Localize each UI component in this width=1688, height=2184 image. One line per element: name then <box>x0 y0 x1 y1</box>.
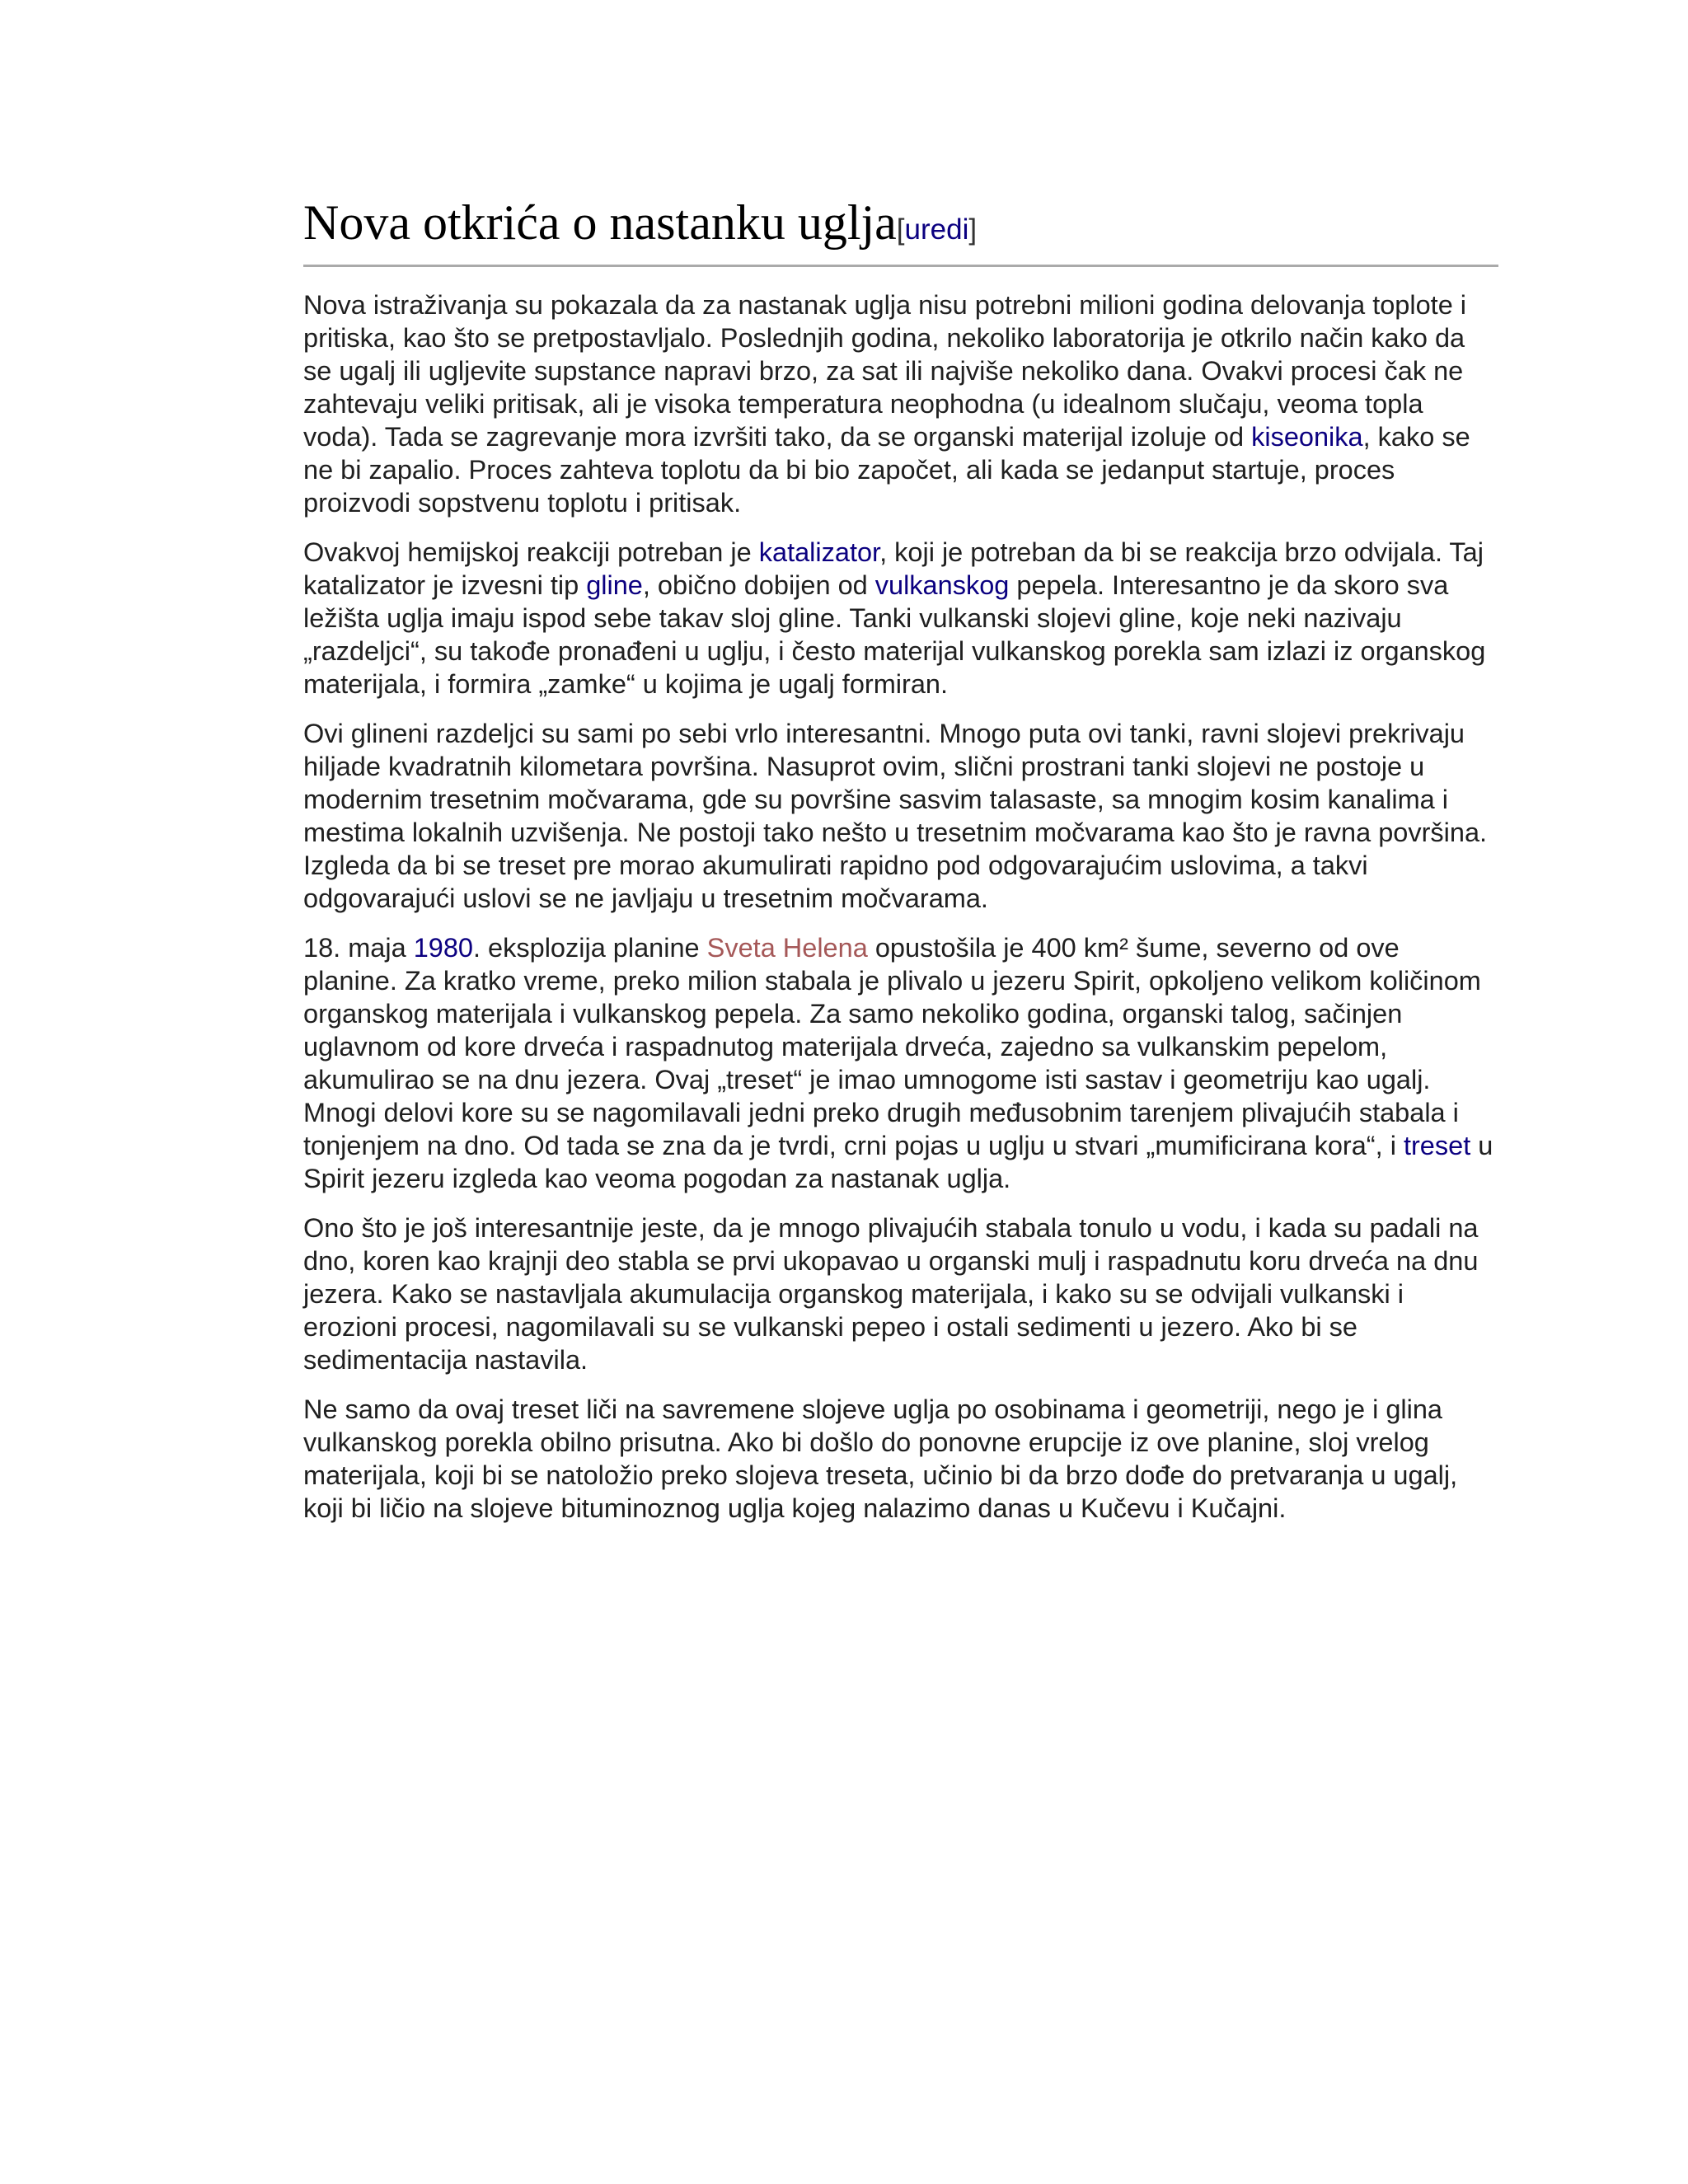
paragraph-text: opustošila je 400 km² šume, severno od ove planine. Za kratko vreme, preko milion stabala je plivalo u jezeru Spirit, opkoljeno velikom količinom organskog materijala i vulkanskog pepela. Za samo nekoliko godina, organski talog, sačinjen uglavnom od kore drveća i raspadnutog materijala drveća, zajedno sa vulkanskim pepelom, akumulirao se na dnu jezera. Ovaj „treset“ je imao umnogome isti sastav i geometriju kao ugalj. Mnogi delovi kore su se nagomilavali jedni preko drugih međusobnim tarenjem plivajućih stabala i tonjenjem na dno. Od tada se zna da je tvrdi, crni pojas u uglju u stvari „mumificirana kora“, i <box>303 933 1481 1160</box>
paragraph-text: pepela. Interesantno je da skoro sva ležišta uglja imaju ispod sebe takav sloj gline. Tanki vulkanski slojevi gline, koje neki nazivaju „razdeljci“, su takođe pronađeni u uglju, i često materijal vulkanskog porekla sam izlazi iz organskog materijala, i formira „zamke“ u kojima je ugalj formiran. <box>303 570 1486 699</box>
section-title: Nova otkrića o nastanku uglja <box>303 195 897 250</box>
link-kiseonika[interactable]: kiseonika <box>1251 422 1363 452</box>
paragraph-6 <box>303 1393 1498 1525</box>
paragraph-text: , koji je potreban da bi se reakcija brzo odvijala. Taj katalizator je izvesni tip <box>303 537 1484 600</box>
link-vulkanskog[interactable]: vulkanskog <box>874 570 1010 600</box>
paragraph-1 <box>303 288 1498 519</box>
paragraph-3 <box>303 717 1498 915</box>
paragraph-text: , kako se ne bi zapalio. Proces zahteva toplotu da bi bio započet, ali kada se jedanput startuje, proces proizvodi sopstvenu toplotu i pritisak. <box>303 422 1470 518</box>
paragraph-text: Ono što je još interesantnije jeste, da je mnogo plivajućih stabala tonulo u vodu, i kada su padali na dno, koren kao krajnji deo stabla se prvi ukopavao u organski mulj i raspadnutu koru drveća na dnu jezera. Kako se nastavljala akumulacija organskog materijala, i kako su se odvijali vulkanski i erozioni procesi, nagomilavali su se vulkanski pepeo i ostali sedimenti u jezero. Ako bi se sedimentacija nastavila. <box>303 1213 1479 1375</box>
paragraph-2 <box>303 536 1498 701</box>
edit-bracket-close: ] <box>968 213 978 246</box>
paragraph-text: Nova istraživanja su pokazala da za nastanak uglja nisu potrebni milioni godina delovanja toplote i pritiska, kao što se pretpostavljalo. Poslednjih godina, nekoliko laboratorija je otkrilo način kako da se ugalj ili ugljevite supstance napravi brzo, za sat ili najviše nekoliko dana. Ovakvi procesi čak ne zahtevaju veliki pritisak, ali je visoka temperatura neophodna (u idealnom slučaju, veoma topla voda). Tada se zagrevanje mora izvršiti tako, da se organski materijal izoluje od <box>303 290 1467 452</box>
edit-section-link <box>897 213 977 246</box>
paragraph-text: 18. maja <box>303 933 414 963</box>
paragraph-text: Ovakvoj hemijskoj reakciji potreban je <box>303 537 759 567</box>
section-heading <box>303 190 1498 267</box>
link-1980[interactable]: 1980 <box>413 933 473 963</box>
paragraph-text: Ovi glineni razdeljci su sami po sebi vrlo interesantni. Mnogo puta ovi tanki, ravni slojevi prekrivaju hiljade kvadratnih kilometara površina. Nasuprot ovim, slični prostrani tanki slojevi ne postoje u modernim tresetnim močvarama, gde su površine sasvim talasaste, sa mnogim kosim kanalima i mestima lokalnih uzvišenja. Ne postoji tako nešto u tresetnim močvarama kao što je ravna površina. Izgleda da bi se treset pre morao akumulirati rapidno pod odgovarajućim uslovima, a takvi odgovarajući uslovi se ne javljaju u tresetnim močvarama. <box>303 719 1488 913</box>
paragraph-text: , obično dobijen od <box>642 570 875 600</box>
link-gline[interactable]: gline <box>586 570 643 600</box>
paragraph-text: u Spirit jezeru izgleda kao veoma pogodan za nastanak uglja. <box>303 1131 1493 1193</box>
paragraph-5 <box>303 1212 1498 1376</box>
paragraph-text: Ne samo da ovaj treset liči na savremene slojeve uglja po osobinama i geometriji, nego je i glina vulkanskog porekla obilno prisutna. Ako bi došlo do ponovne erupcije iz ove planine, sloj vrelog materijala, koji bi se natoložio preko slojeva treseta, učinio bi da brzo dođe do pretvaranja u ugalj, koji bi ličio na slojeve bituminoznog uglja kojeg nalazimo danas u Kučevu i Kučajni. <box>303 1394 1458 1523</box>
link-katalizator[interactable]: katalizator <box>758 537 880 567</box>
paragraph-text: . eksplozija planine <box>473 933 707 963</box>
link-treset[interactable]: treset <box>1403 1131 1471 1160</box>
article-section <box>303 190 1498 1525</box>
paragraph-4 <box>303 931 1498 1195</box>
edit-link[interactable]: uredi <box>904 213 969 246</box>
edit-bracket-open: [ <box>896 213 905 246</box>
link-sveta-helena[interactable]: Sveta Helena <box>706 933 868 963</box>
